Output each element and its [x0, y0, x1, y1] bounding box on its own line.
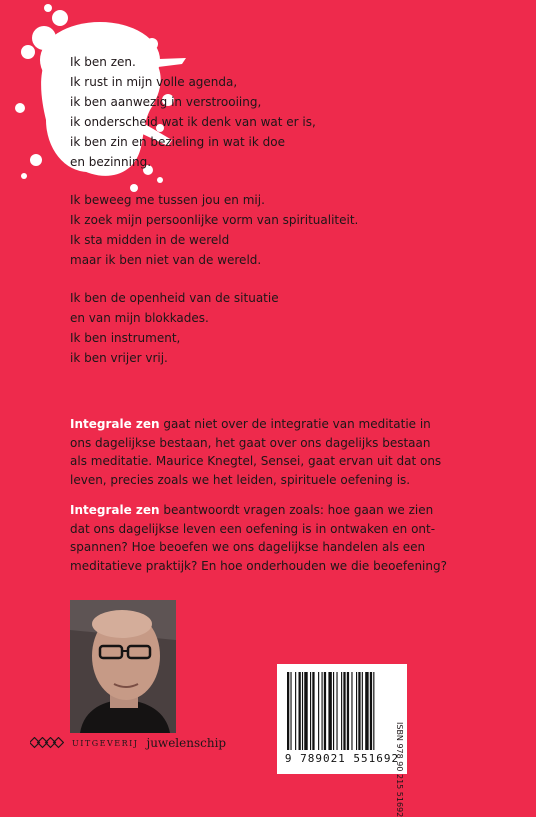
poem-line: ik onderscheid wat ik denk van wat er is,	[70, 115, 316, 129]
poem-line: Ik rust in mijn volle agenda,	[70, 75, 238, 89]
description-line: ons dagelijkse bestaan, het gaat over ons dagelijks bestaan	[70, 435, 431, 450]
poem-line: Ik ben de openheid van de situatie	[70, 291, 279, 305]
description-paragraph	[70, 501, 500, 575]
poem-line: ik ben zin en bezieling in wat ik doe	[70, 135, 285, 149]
poem-line: en van mijn blokkades.	[70, 311, 209, 325]
poem-stanza	[70, 288, 358, 368]
description-line: leven, precies zoals we het leiden, spirituele oefening is.	[70, 472, 411, 487]
publisher-logo	[30, 736, 226, 750]
description-line: dat ons dagelijkse leven een oefening is in ontwaken en ont-	[70, 521, 436, 536]
poem-line: maar ik ben niet van de wereld.	[70, 253, 262, 267]
barcode-digits: 9 789021 551692	[284, 752, 400, 765]
barcode-bars	[285, 672, 399, 750]
publisher-prefix: UITGEVERIJ	[72, 738, 139, 748]
barcode	[277, 664, 407, 774]
poem-line: Ik beweeg me tussen jou en mij.	[70, 193, 265, 207]
poem-line: ik ben aanwezig in verstrooiing,	[70, 95, 262, 109]
poem-line: Ik ben instrument,	[70, 331, 181, 345]
poem-stanza	[70, 190, 358, 270]
description-line: spannen? Hoe beoefen we ons dagelijkse handelen als een	[70, 540, 426, 554]
description-line: meditatieve praktijk? En hoe onderhouden we die beoefening?	[70, 558, 447, 573]
lead-title: Integrale zen	[70, 417, 160, 431]
poem	[70, 52, 358, 386]
isbn-label: ISBN 978 90 215 51692	[395, 722, 404, 817]
book-description	[70, 415, 500, 587]
description-line: Integrale zen gaat niet over de integratie van meditatie in	[70, 417, 431, 431]
author-photo	[70, 600, 176, 733]
description-line: Integrale zen beantwoordt vragen zoals: hoe gaan we zien	[70, 503, 434, 517]
publisher-name: juwelenschip	[146, 736, 227, 750]
description-paragraph	[70, 415, 500, 489]
poem-line: Ik zoek mijn persoonlijke vorm van spiritualiteit.	[70, 213, 359, 227]
lead-title: Integrale zen	[70, 503, 160, 517]
poem-line: Ik ben zen.	[70, 55, 136, 69]
poem-stanza	[70, 52, 358, 172]
publisher-emblem-icon	[30, 737, 64, 749]
poem-line: en bezinning.	[70, 155, 152, 169]
description-line: als meditatie. Maurice Knegtel, Sensei, gaat ervan uit dat ons	[70, 454, 442, 468]
poem-line: Ik sta midden in de wereld	[70, 233, 230, 247]
poem-line: ik ben vrijer vrij.	[70, 351, 168, 365]
